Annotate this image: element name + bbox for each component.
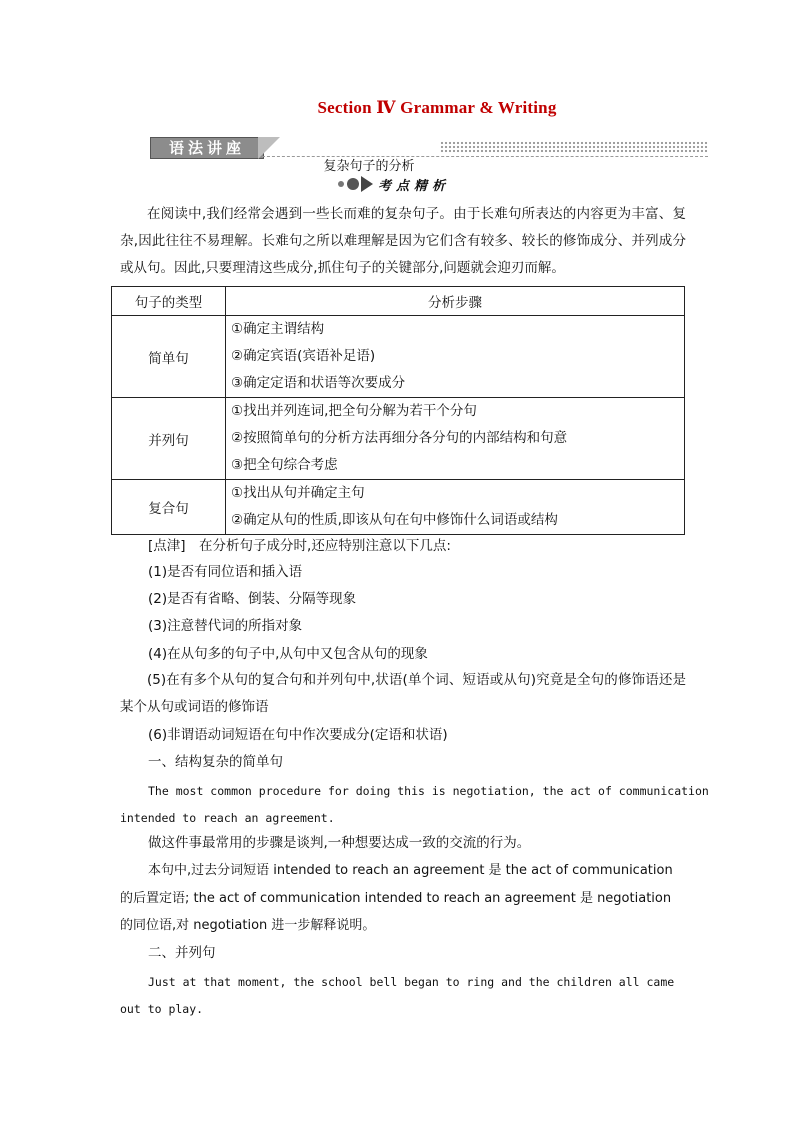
kaodian-label: 考点精析 xyxy=(378,179,451,194)
step-item: ①确定主谓结构 xyxy=(231,321,325,337)
analysis-line: 本句中,过去分词短语 intended to reach an agreement 是 the act of communication xyxy=(148,863,673,878)
steps-cell xyxy=(226,398,685,480)
table-row xyxy=(112,316,685,398)
arrow-right-icon xyxy=(361,176,373,192)
page-title: Section Ⅳ Grammar & Writing xyxy=(317,98,557,117)
table-header-cell: 分析步骤 xyxy=(226,287,685,316)
analysis-line: 的同位语,对 negotiation 进一步解释说明。 xyxy=(120,918,376,933)
note-item: (5)在有多个从句的复合句和并列句中,状语(单个词、短语或从句)究竟是全句的修饰语还是某个从句或词语的修饰语 xyxy=(120,672,686,715)
section-heading: 二、并列句 xyxy=(148,945,216,961)
analysis-line: 的后置定语; the act of communication intended to reach an agreement 是 negotiation xyxy=(120,891,672,906)
table-row xyxy=(112,480,685,535)
note-item: (4)在从句多的句子中,从句中又包含从句的现象 xyxy=(148,646,428,662)
analysis-table xyxy=(111,286,685,535)
banner-dots-decoration xyxy=(440,141,708,153)
step-item: ①找出从句并确定主句 xyxy=(231,485,365,501)
table-header-row xyxy=(112,287,685,316)
step-item: ②确定从句的性质,即该从句在句中修饰什么词语或结构 xyxy=(231,512,558,528)
large-dot-icon xyxy=(347,178,359,190)
example-sentence-line: intended to reach an agreement. xyxy=(120,811,335,825)
sentence-type-cell: 复合句 xyxy=(112,480,226,535)
notes-intro: [点津] 在分析句子成分时,还应特别注意以下几点: xyxy=(148,538,451,554)
step-item: ③把全句综合考虑 xyxy=(231,457,338,473)
table-header-cell: 句子的类型 xyxy=(112,287,226,316)
example-sentence-line: The most common procedure for doing this is negotiation, the act of communication xyxy=(148,784,709,798)
table-row xyxy=(112,398,685,480)
note-item: (6)非谓语动词短语在句中作次要成分(定语和状语) xyxy=(148,727,448,743)
sentence-type-cell: 简单句 xyxy=(112,316,226,398)
intro-paragraph: 在阅读中,我们经常会遇到一些长而难的复杂句子。由于长难句所表达的内容更为丰富、复杂,因此往往不易理解。长难句之所以难理解是因为它们含有较多、较长的修饰成分、并列成分或从句。因此,只要理清这些成分,抓住句子的关键部分,问题就会迎刃而解。 xyxy=(120,206,686,276)
example-sentence-line: out to play. xyxy=(120,1002,204,1016)
steps-cell xyxy=(226,316,685,398)
section-subtitle: 复杂句子的分析 xyxy=(323,159,415,174)
translation: 做这件事最常用的步骤是谈判,一种想要达成一致的交流的行为。 xyxy=(148,835,531,851)
step-item: ②确定宾语(宾语补足语) xyxy=(231,348,376,364)
example-sentence-line: Just at that moment, the school bell began to ring and the children all came xyxy=(148,975,675,989)
note-item: (2)是否有省略、倒装、分隔等现象 xyxy=(148,591,357,607)
step-item: ①找出并列连词,把全句分解为若干个分句 xyxy=(231,403,477,419)
sentence-type-cell: 并列句 xyxy=(112,398,226,480)
step-item: ③确定定语和状语等次要成分 xyxy=(231,375,406,391)
note-item: (3)注意替代词的所指对象 xyxy=(148,618,303,634)
note-item: (1)是否有同位语和插入语 xyxy=(148,564,303,580)
section-heading: 一、结构复杂的简单句 xyxy=(148,754,283,770)
steps-cell xyxy=(226,480,685,535)
small-dot-icon xyxy=(338,181,344,187)
step-item: ②按照简单句的分析方法再细分各分句的内部结构和句意 xyxy=(231,430,568,446)
banner-label: 语法讲座 xyxy=(150,137,264,159)
